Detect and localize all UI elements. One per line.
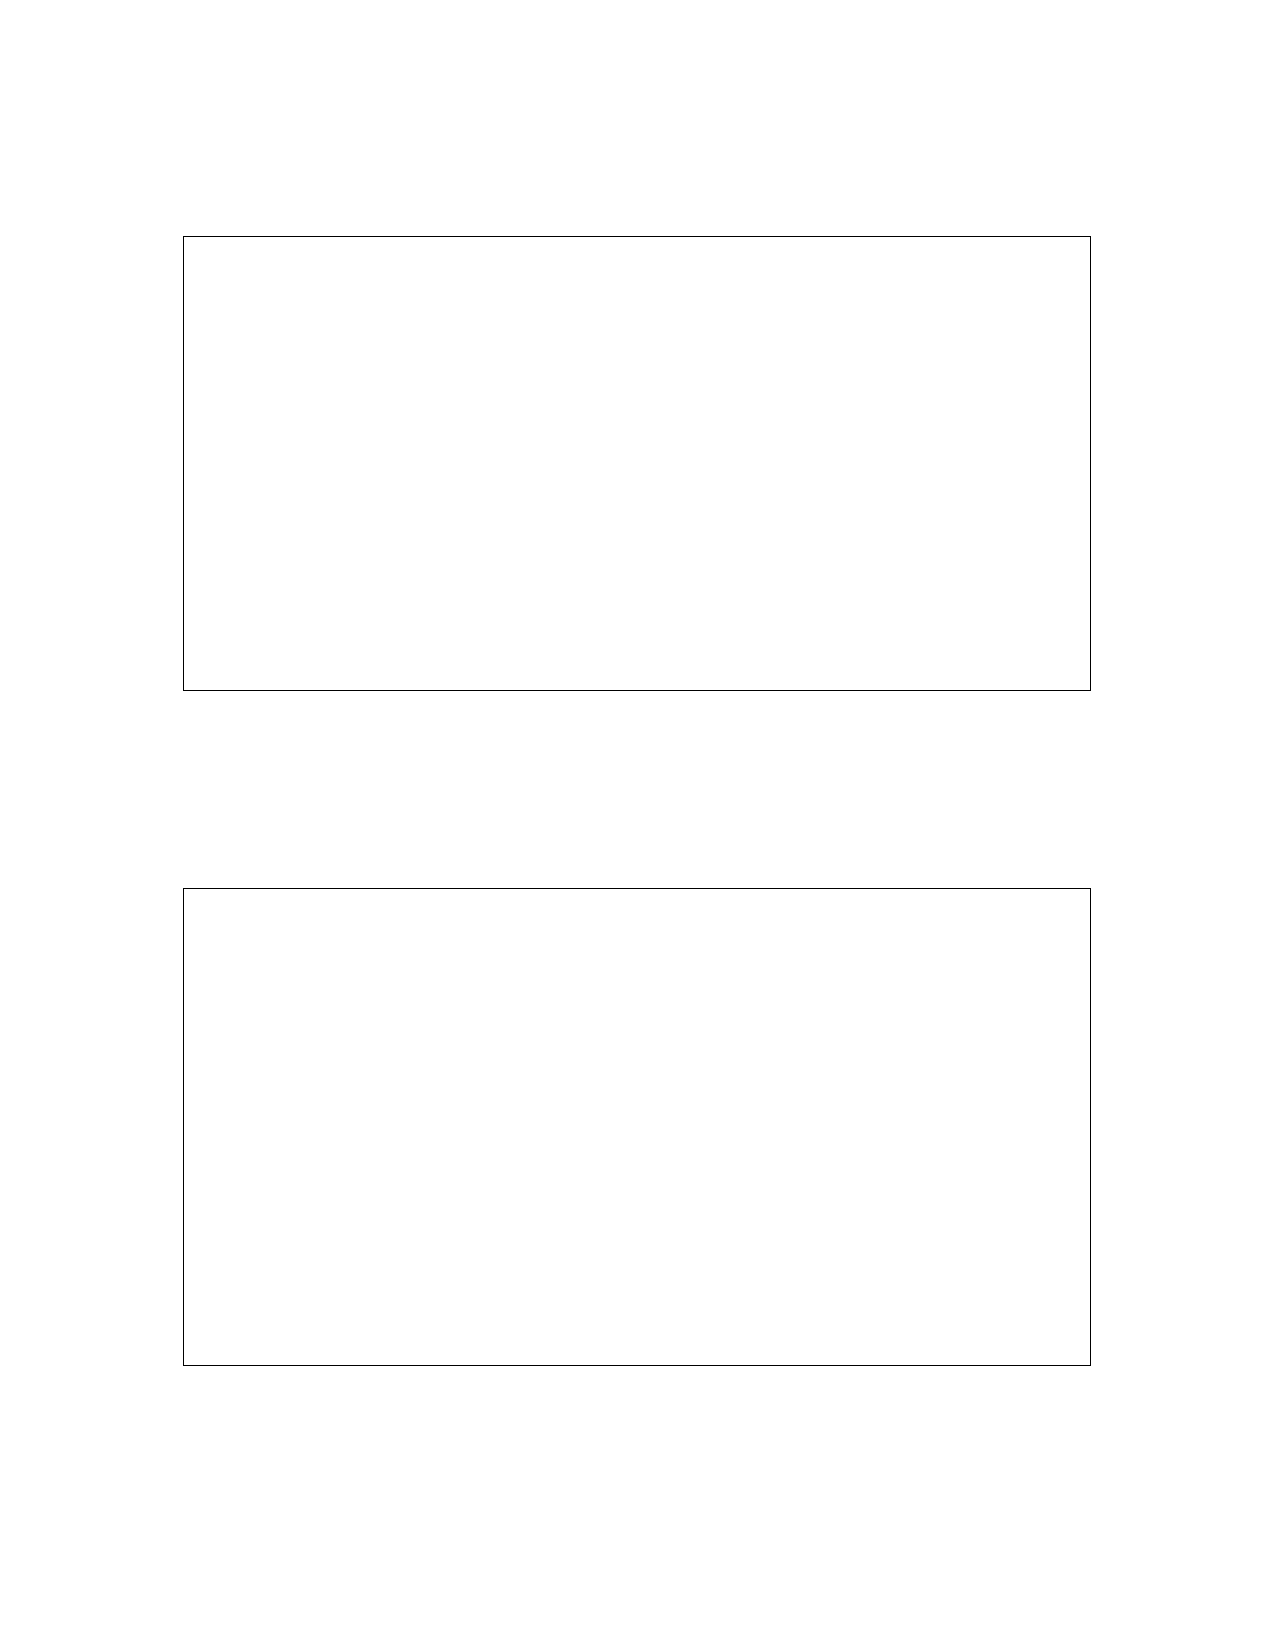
bottom-plot-svg	[184, 889, 1092, 1367]
chart-panel-top	[183, 236, 1091, 691]
top-plot-svg	[184, 237, 1092, 692]
chart-panel-bottom	[183, 888, 1091, 1366]
